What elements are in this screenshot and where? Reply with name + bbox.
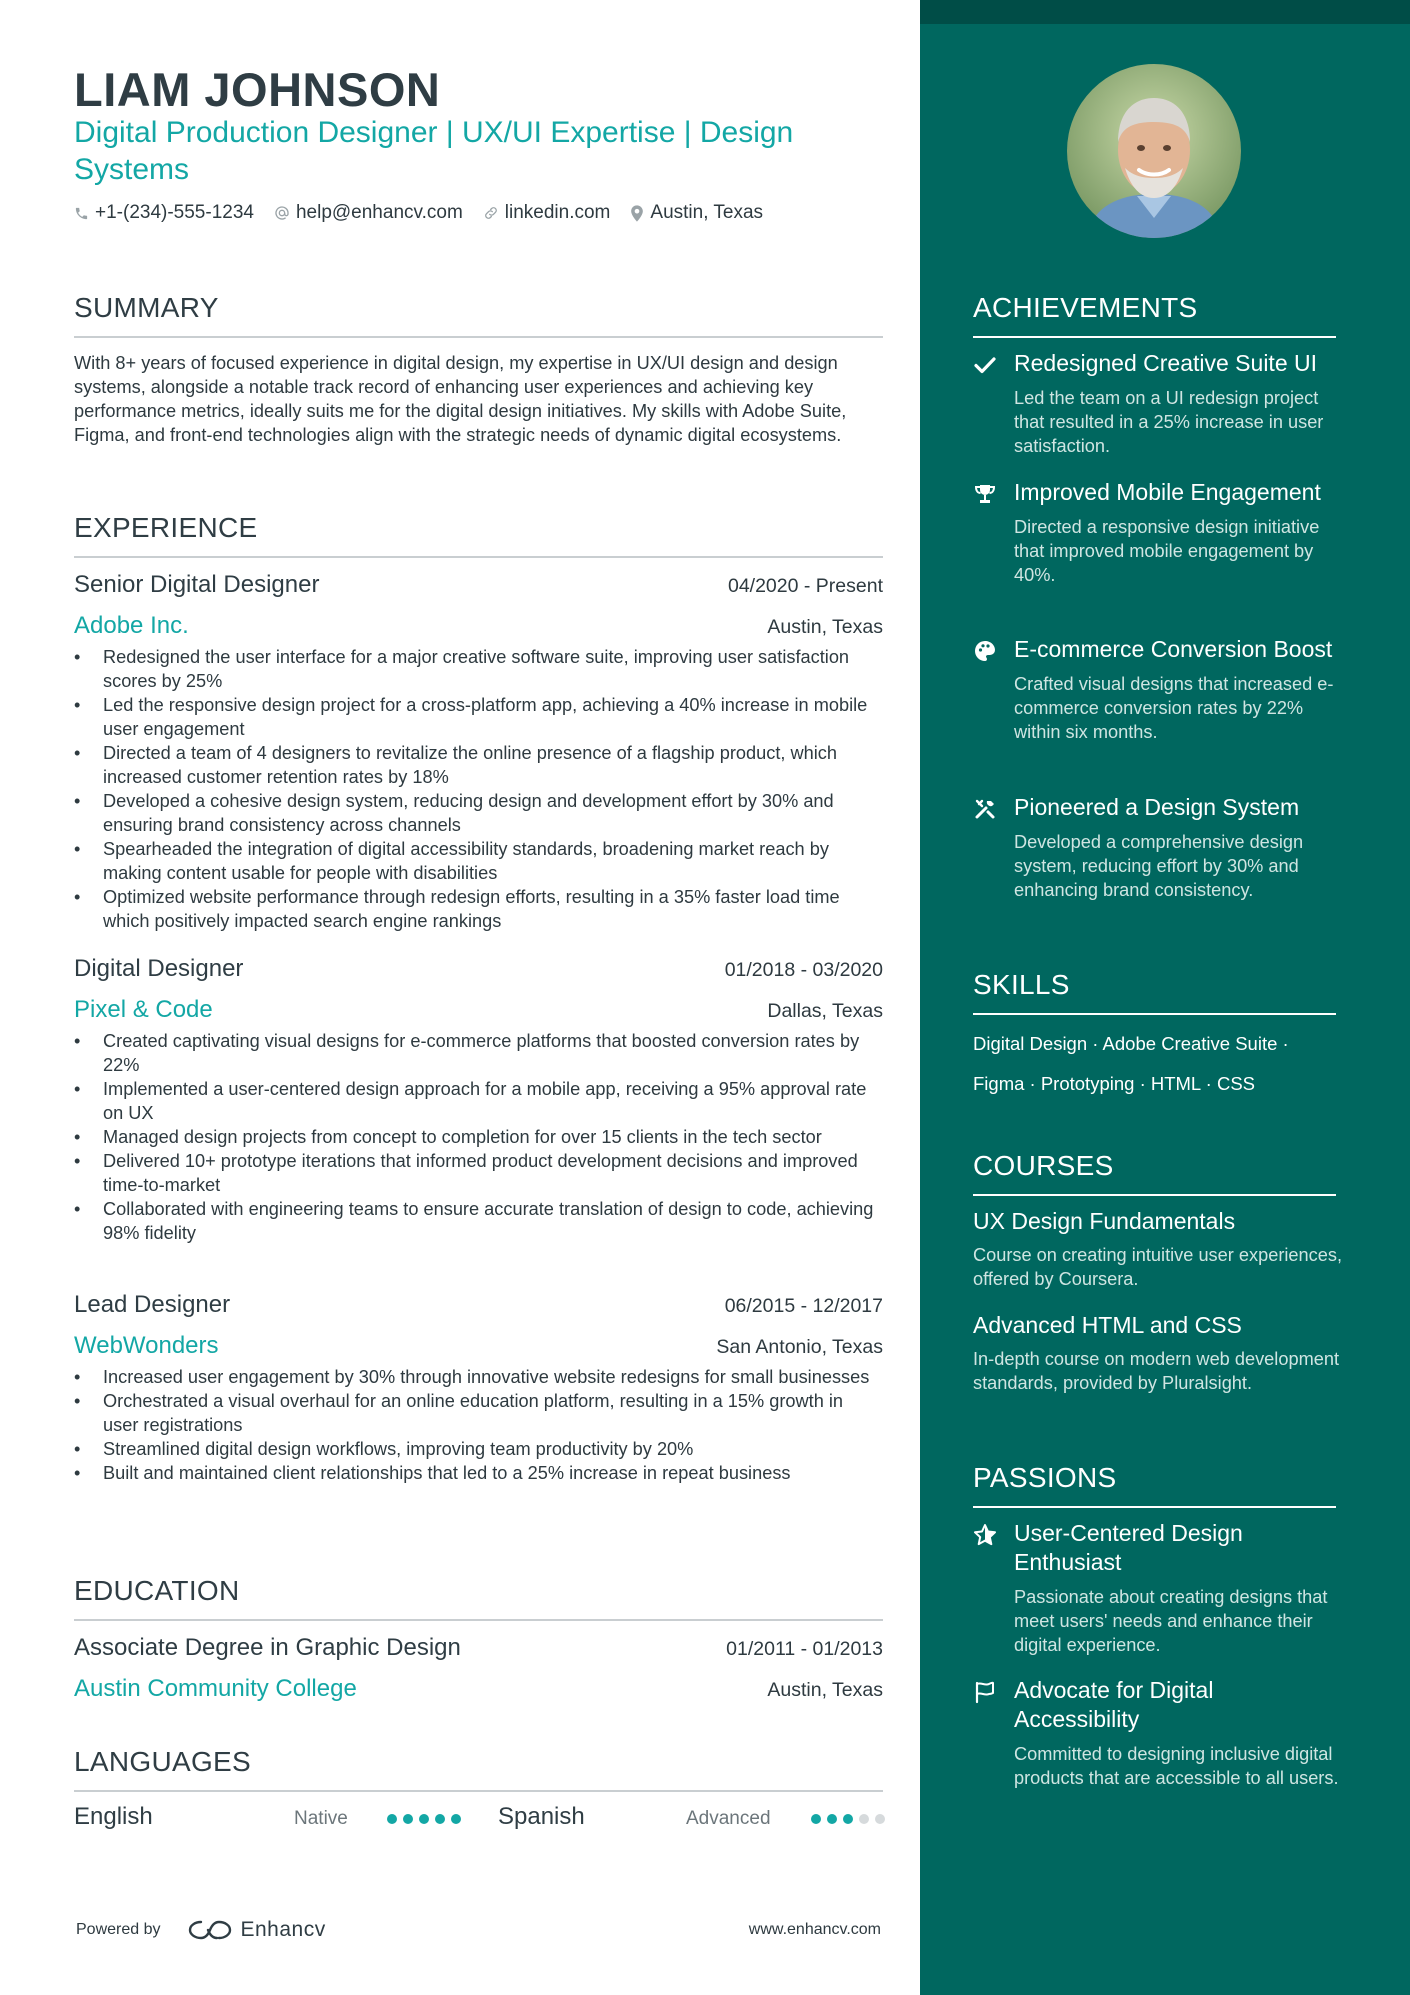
contact-row — [74, 202, 783, 224]
job-entry — [74, 1291, 883, 1485]
link-icon — [483, 205, 499, 221]
email-text: help@enhancv.com — [295, 202, 463, 223]
summary-heading: SUMMARY — [74, 292, 883, 338]
job-bullet: • Built and maintained client relationships that led to a 25% increase in repeat business — [74, 1461, 883, 1485]
rating-dot-filled — [843, 1814, 853, 1824]
at-icon — [274, 205, 290, 221]
rating-dot-empty — [875, 1814, 885, 1824]
language-name: English — [74, 1803, 153, 1830]
contact-location — [630, 202, 763, 224]
passions-heading: PASSIONS — [973, 1462, 1336, 1508]
job-bullet: • Managed design projects from concept to completion for over 15 clients in the tech sector — [74, 1125, 883, 1149]
skills-line: Figma · Prototyping · HTML · CSS — [973, 1073, 1256, 1094]
course-desc: In-depth course on modern web development standards, provided by Pluralsight. — [973, 1349, 1339, 1393]
achievement-title: Improved Mobile Engagement — [1014, 479, 1321, 505]
achievements-heading: ACHIEVEMENTS — [973, 292, 1336, 338]
job-title: Senior Digital Designer — [74, 571, 320, 598]
job-company: Adobe Inc. — [74, 612, 189, 639]
achievement-desc: Directed a responsive design initiative that improved mobile engagement by 40%. — [1014, 517, 1320, 585]
contact-email[interactable] — [274, 202, 463, 224]
course-title: UX Design Fundamentals — [973, 1208, 1236, 1234]
rating-dot-empty — [859, 1814, 869, 1824]
job-bullet: • Led the responsive design project for a cross-platform app, achieving a 40% increase in mobile user engagement — [74, 693, 883, 741]
passion-item — [973, 1676, 1343, 1790]
school-location: Austin, Texas — [767, 1679, 883, 1701]
job-bullets — [74, 1029, 883, 1245]
check-icon — [973, 353, 997, 377]
job-bullet: • Directed a team of 4 designers to revitalize the online presence of a flagship product, which increased customer retention rates by 18% — [74, 741, 883, 789]
brand-name: Enhancv — [240, 1918, 326, 1941]
achievement-desc: Crafted visual designs that increased e-commerce conversion rates by 22% within six months. — [1014, 674, 1334, 742]
achievement-title: E-commerce Conversion Boost — [1014, 636, 1333, 662]
enhancv-logo[interactable] — [187, 1918, 326, 1942]
footer — [76, 1915, 881, 1945]
skills-heading: SKILLS — [973, 969, 1336, 1015]
job-bullets — [74, 1365, 883, 1485]
achievement-desc: Developed a comprehensive design system, reducing effort by 30% and enhancing brand consistency. — [1014, 832, 1304, 900]
candidate-name: LIAM JOHNSON — [74, 63, 441, 116]
job-bullet: • Orchestrated a visual overhaul for an online education platform, resulting in a 15% growth in user registrations — [74, 1389, 883, 1437]
enhancv-logo-icon — [187, 1918, 233, 1942]
candidate-title: Digital Production Designer | UX/UI Expertise | Design Systems — [74, 116, 794, 186]
job-company: WebWonders — [74, 1332, 219, 1359]
job-bullet: • Collaborated with engineering teams to ensure accurate translation of design to code, achieving 98% fidelity — [74, 1197, 883, 1245]
job-bullet: • Delivered 10+ prototype iterations that informed product development decisions and improved time-to-market — [74, 1149, 883, 1197]
language-level: Advanced — [686, 1808, 771, 1829]
job-dates: 04/2020 - Present — [727, 575, 883, 597]
flag-icon — [973, 1680, 997, 1704]
school-name: Austin Community College — [74, 1675, 357, 1702]
course-item — [973, 1208, 1343, 1291]
job-bullet: • Streamlined digital design workflows, improving team productivity by 20% — [74, 1437, 883, 1461]
job-location: Dallas, Texas — [767, 1000, 883, 1022]
rating-dot-filled — [827, 1814, 837, 1824]
languages-row — [74, 1803, 883, 1839]
rating-dot-filled — [811, 1814, 821, 1824]
rating-dot-filled — [387, 1814, 397, 1824]
trophy-icon — [973, 482, 997, 506]
language-name: Spanish — [498, 1803, 585, 1830]
passion-title: Advocate for Digital Accessibility — [1014, 1677, 1214, 1732]
job-bullet: • Developed a cohesive design system, reducing design and development effort by 30% and ensuring brand consistency across channels — [74, 789, 883, 837]
phone-icon — [74, 206, 89, 221]
star-icon — [973, 1523, 997, 1547]
course-desc: Course on creating intuitive user experiences, offered by Coursera. — [973, 1245, 1342, 1289]
language-level: Native — [294, 1808, 348, 1829]
sidebar-top-bar — [920, 0, 1410, 24]
passion-desc: Passionate about creating designs that meet users' needs and enhance their digital experience. — [1014, 1587, 1328, 1655]
job-entry — [74, 955, 883, 1245]
education-dates: 01/2011 - 01/2013 — [726, 1638, 883, 1660]
achievement-title: Pioneered a Design System — [1014, 794, 1300, 820]
passion-item — [973, 1519, 1343, 1657]
website-link[interactable]: www.enhancv.com — [748, 1921, 881, 1938]
summary-text: With 8+ years of focused experience in digital design, my expertise in UX/UI design and design systems, alongside a notable track record of enhancing user experiences and achieving key performance metrics, ideally suits me for the digital design initiatives. My skills with Adobe Suite, Figma, and front-end technologies align with the strategic needs of dynamic digital ecosystems. — [74, 353, 847, 445]
language-rating — [811, 1814, 891, 1824]
achievement-item — [973, 349, 1343, 458]
job-bullet: • Redesigned the user interface for a major creative software suite, improving user satisfaction scores by 25% — [74, 645, 883, 693]
contact-phone[interactable] — [74, 202, 254, 224]
passion-title: User-Centered Design Enthusiast — [1014, 1520, 1243, 1575]
linkedin-text: linkedin.com — [504, 202, 611, 223]
courses-heading: COURSES — [973, 1150, 1336, 1196]
job-bullet: • Implemented a user-centered design approach for a mobile app, receiving a 95% approval rate on UX — [74, 1077, 883, 1125]
job-location: San Antonio, Texas — [716, 1336, 883, 1358]
course-title: Advanced HTML and CSS — [973, 1312, 1242, 1338]
achievement-desc: Led the team on a UI redesign project that resulted in a 25% increase in user satisfaction. — [1014, 388, 1324, 456]
experience-heading: EXPERIENCE — [74, 512, 883, 558]
job-dates: 06/2015 - 12/2017 — [724, 1295, 883, 1317]
palette-icon — [973, 639, 997, 663]
job-bullet: • Increased user engagement by 30% through innovative website redesigns for small businesses — [74, 1365, 883, 1389]
location-pin-icon — [630, 205, 644, 222]
tools-icon — [973, 797, 997, 821]
job-bullets — [74, 645, 883, 933]
rating-dot-filled — [403, 1814, 413, 1824]
degree-title: Associate Degree in Graphic Design — [74, 1634, 461, 1661]
job-bullet: • Spearheaded the integration of digital accessibility standards, broadening market reach by making content usable for people with disabilities — [74, 837, 883, 885]
education-heading: EDUCATION — [74, 1575, 883, 1621]
powered-by — [76, 1918, 326, 1942]
job-dates: 01/2018 - 03/2020 — [724, 959, 883, 981]
rating-dot-filled — [435, 1814, 445, 1824]
achievement-item — [973, 478, 1343, 587]
phone-text: +1-(234)-555-1234 — [95, 202, 254, 223]
passion-desc: Committed to designing inclusive digital products that are accessible to all users. — [1014, 1744, 1339, 1788]
skills-line: Digital Design · Adobe Creative Suite · — [973, 1033, 1289, 1054]
contact-linkedin[interactable] — [483, 202, 611, 224]
job-company: Pixel & Code — [74, 996, 213, 1023]
profile-photo — [1067, 64, 1241, 238]
languages-heading: LANGUAGES — [74, 1746, 883, 1792]
achievement-title: Redesigned Creative Suite UI — [1014, 350, 1317, 376]
job-title: Lead Designer — [74, 1291, 231, 1318]
course-item — [973, 1312, 1343, 1395]
job-entry — [74, 571, 883, 933]
rating-dot-filled — [419, 1814, 429, 1824]
education-entry — [74, 1634, 883, 1703]
powered-by-label: Powered by — [76, 1921, 161, 1938]
achievement-item — [973, 793, 1343, 902]
job-location: Austin, Texas — [767, 616, 883, 638]
location-text: Austin, Texas — [650, 202, 764, 223]
job-bullet: • Optimized website performance through redesign efforts, resulting in a 35% faster load time which positively impacted search engine rankings — [74, 885, 883, 933]
achievement-item — [973, 635, 1343, 744]
skills-list — [973, 1024, 1343, 1104]
job-bullet: • Created captivating visual designs for e-commerce platforms that boosted conversion rates by 22% — [74, 1029, 883, 1077]
rating-dot-filled — [451, 1814, 461, 1824]
language-rating — [387, 1814, 467, 1824]
job-title: Digital Designer — [74, 955, 244, 982]
